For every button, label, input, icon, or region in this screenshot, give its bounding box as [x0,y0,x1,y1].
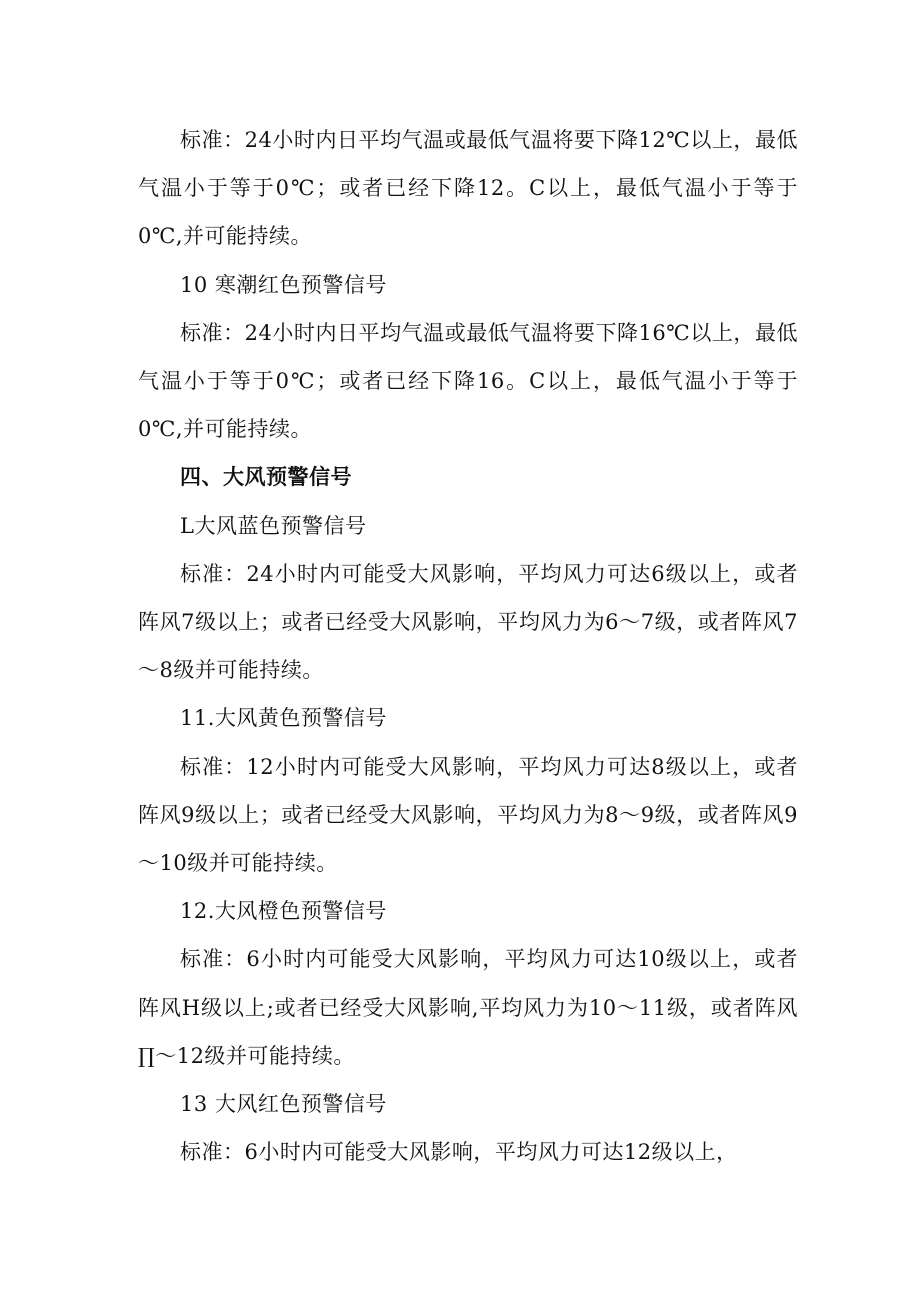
heading-gale-red-signal: 13 大风红色预警信号 [180,1092,387,1117]
document-body [138,116,798,1176]
paragraph-cold-wave-orange-standard: 标准：24小时内日平均气温或最低气温将要下降12℃以上，最低气温小于等于0℃；或者已经下降12。C以上，最低气温小于等于0℃,并可能持续。 [138,128,798,249]
heading-gale-orange-signal: 12.大风橙色预警信号 [180,899,387,924]
paragraph-cold-wave-red-standard: 标准：24小时内日平均气温或最低气温将要下降16℃以上，最低气温小于等于0℃；或者已经下降16。C以上，最低气温小于等于0℃,并可能持续。 [138,320,798,442]
paragraph-gale-yellow-standard: 标准：12小时内可能受大风影响，平均风力可达8级以上，或者阵风9级以上；或者已经受大风影响，平均风力为8～9级，或者阵风9～10级并可能持续。 [138,754,798,876]
paragraph-gale-blue-standard: 标准：24小时内可能受大风影响，平均风力可达6级以上，或者阵风7级以上；或者已经受大风影响，平均风力为6～7级，或者阵风7～8级并可能持续。 [138,561,798,683]
section-heading-gale-warning: 四、大风预警信号 [180,465,352,490]
heading-gale-blue-signal: L大风蓝色预警信号 [180,513,367,538]
paragraph-gale-orange-standard: 标准：6小时内可能受大风影响，平均风力可达10级以上，或者阵风H级以上;或者已经受大风影响,平均风力为10～11级，或者阵风∏～12级并可能持续。 [138,947,798,1068]
paragraph-gale-red-standard: 标准：6小时内可能受大风影响，平均风力可达12级以上， [180,1140,738,1165]
heading-gale-yellow-signal: 11.大风黄色预警信号 [180,706,387,731]
heading-cold-wave-red-signal: 10 寒潮红色预警信号 [180,272,387,297]
